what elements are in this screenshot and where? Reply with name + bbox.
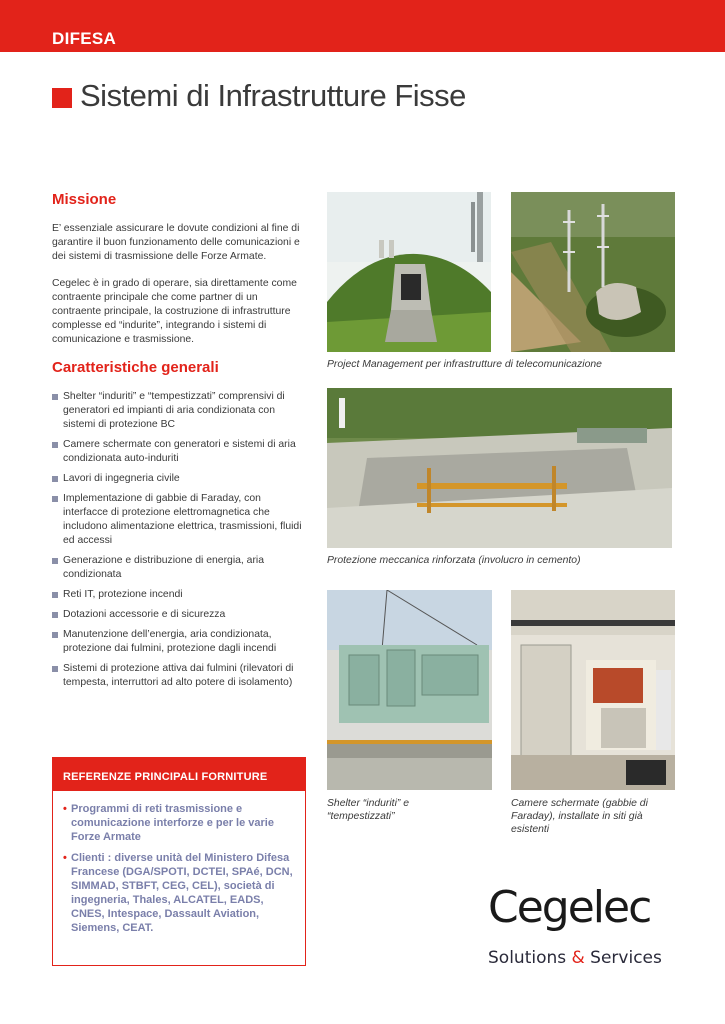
list-item [52, 554, 307, 582]
list-item [52, 662, 307, 690]
list-item-text: Clienti : diverse unità del Ministero Difesa Francese (DGA/SPOTI, DCTEI, SPAé, DCN, SIMMAD, STBFT, CEG, CEL), società di ingegneria, Thales, ALCATEL, EADS, CNES, Intespace, Dassault Aviation, Siemens, CEAT. [71, 852, 293, 934]
bullet-square-icon [52, 394, 58, 400]
list-item [52, 472, 307, 486]
bullet-square-icon [52, 442, 58, 448]
caratteristiche-heading: Caratteristiche generali [52, 359, 219, 376]
list-item-text: Lavori di ingegneria civile [63, 473, 180, 484]
bunker-entrance-photo [327, 192, 491, 352]
referenze-list [53, 791, 305, 935]
antenna-towers-photo [511, 192, 675, 352]
list-item [52, 438, 307, 466]
caption-rooms: Camere schermate (gabbie di Faraday), installate in siti già esistenti [511, 798, 648, 835]
list-item [52, 492, 307, 548]
list-item-text: Sistemi di protezione attiva dai fulmini (rilevatori di tempesta, interruttori ad alto potere di isolamento) [63, 663, 294, 688]
tagline-services: Services [584, 948, 662, 968]
list-item-text: Generazione e distribuzione di energia, aria condizionata [63, 555, 265, 580]
list-item [52, 588, 307, 602]
concrete-enclosure-photo [327, 388, 672, 548]
list-item-text: Reti IT, protezione incendi [63, 589, 183, 600]
logo-tagline [488, 948, 662, 968]
shielded-room-photo [511, 590, 675, 790]
bullet-square-icon [52, 476, 58, 482]
missione-heading: Missione [52, 191, 117, 208]
tagline-solutions: Solutions [488, 948, 572, 968]
missione-paragraph-2: Cegelec è in grado di operare, sia direttamente come contraente principale che come partner di un contraente principale, la costruzione di infrastrutture complesse ed “indurite”, integrando i sistemi di comunicazione e trasmissione. [52, 278, 297, 345]
list-item [52, 608, 307, 622]
caption-shelter: Shelter “induriti” e “tempestizzati” [327, 798, 410, 822]
shelter-photo [327, 590, 492, 790]
bullet-dot-icon: • [63, 803, 67, 815]
list-item [63, 802, 297, 844]
section-label: DIFESA [52, 29, 117, 48]
cegelec-logo-mark [488, 880, 688, 934]
list-item [52, 390, 307, 432]
bullet-square-icon [52, 632, 58, 638]
list-item-text: Dotazioni accessorie e di sicurezza [63, 609, 226, 620]
tagline-ampersand: & [571, 948, 585, 968]
cegelec-logo [488, 880, 688, 933]
list-item [63, 851, 297, 935]
list-item-text: Implementazione di gabbie di Faraday, con interfacce di protezione elettromagnetica che includono alimentazione elettrica, trasmissioni, fluidi ed accessi [63, 493, 302, 546]
missione-paragraph-1: E’ essenziale assicurare le dovute condizioni al fine di garantire il buon funzionamento delle comunicazioni e dei sistemi di trasmissione delle Forze Armate. [52, 223, 300, 262]
list-item [52, 628, 307, 656]
page-title [52, 78, 466, 114]
referenze-heading: REFERENZE PRINCIPALI FORNITURE [53, 758, 305, 791]
bullet-square-icon [52, 496, 58, 502]
referenze-box [52, 757, 306, 966]
bullet-square-icon [52, 666, 58, 672]
bullet-dot-icon: • [63, 852, 67, 864]
title-square-icon [52, 88, 72, 108]
caption-telecom: Project Management per infrastrutture di telecomunicazione [327, 359, 602, 370]
bullet-square-icon [52, 612, 58, 618]
list-item-text: Shelter “induriti” e “tempestizzati” comprensivi di generatori ed impianti di aria condizionata con sistemi di protezione BC [63, 391, 285, 430]
header-bar [0, 0, 725, 52]
list-item-text: Programmi di reti trasmissione e comunicazione interforze e per le varie Forze Armate [71, 803, 274, 843]
bullet-square-icon [52, 558, 58, 564]
list-item-text: Camere schermate con generatori e sistemi di aria condizionata auto-induriti [63, 439, 296, 464]
caption-concrete: Protezione meccanica rinforzata (involucro in cemento) [327, 555, 581, 566]
bullet-square-icon [52, 592, 58, 598]
caratteristiche-list [52, 390, 307, 696]
page-title-text: Sistemi di Infrastrutture Fisse [80, 78, 466, 113]
cegelec-logo-text: Cegelec [488, 882, 651, 933]
list-item-text: Manutenzione dell’energia, aria condizionata, protezione dai fulmini, protezione dagli incendi [63, 629, 277, 654]
